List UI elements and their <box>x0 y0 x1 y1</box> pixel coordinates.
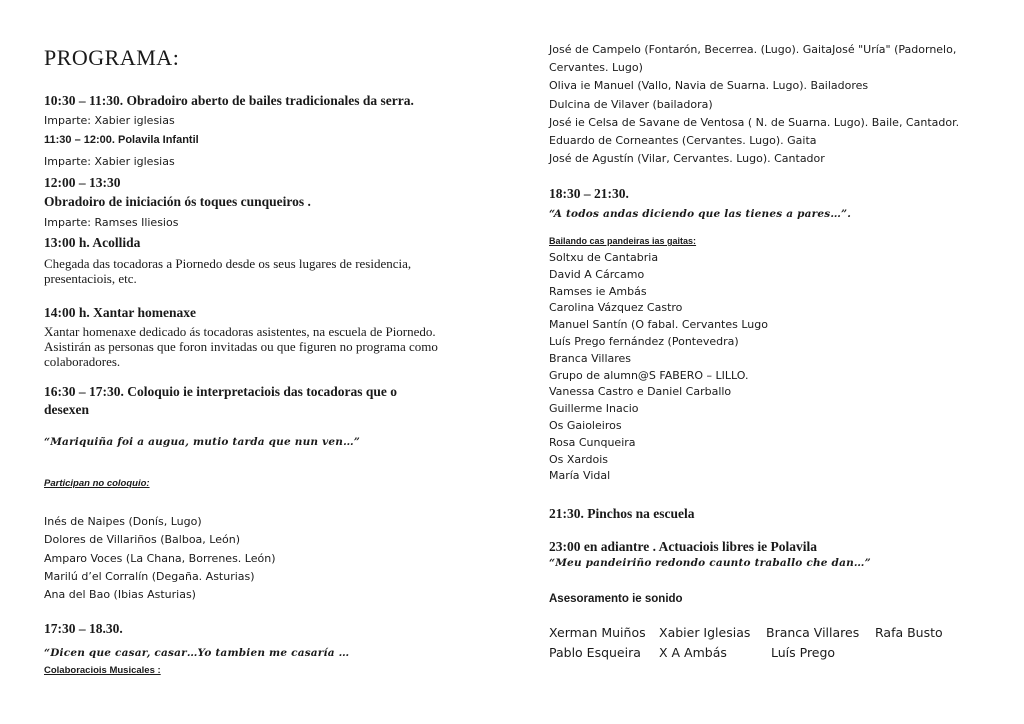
session-8-bailando: Bailando cas pandeiras ias gaitas: <box>549 236 697 246</box>
session-9-time: 21:30. Pinchos na escuela <box>549 506 695 521</box>
sound-name: Rafa Busto <box>875 625 943 640</box>
sound-name: Luís Prego <box>771 645 836 660</box>
list-item: Os Gaioleiros <box>549 419 622 432</box>
session-4-text: Chegada das tocadoras a Piornedo desde os seus lugares de residencia, presentaciois, etc. <box>44 256 412 286</box>
list-item: Carolina Vázquez Castro <box>549 301 683 315</box>
session-6-time: 16:30 – 17:30. Coloquio ie interpretaciois das tocadoras que o desexen <box>44 384 397 417</box>
session-7-colab: Colaboraciois Musicales : <box>44 665 161 676</box>
list-item: Rosa Cunqueira <box>549 435 636 449</box>
session-3-imparte: Imparte: Ramses Iliesios <box>44 216 179 229</box>
list-item: Guillerme Inacio <box>549 402 639 416</box>
session-10-time: 23:00 en adiantre . Actuaciois libres ie Polavila <box>549 539 817 554</box>
list-item: Marilú d’el Corralín (Degaña. Asturias) <box>44 569 255 583</box>
list-item: Cervantes. Lugo) <box>549 61 643 75</box>
list-item: Eduardo de Corneantes (Cervantes. Lugo). Gaita <box>549 134 817 147</box>
list-item: María Vidal <box>549 469 611 483</box>
session-3-time: 12:00 – 13:30 <box>44 175 121 190</box>
list-item: José ie Celsa de Savane de Ventosa ( N. de Suarna. Lugo). Baile, Cantador. <box>549 115 960 129</box>
session-8-quote: “A todos andas diciendo que las tienes a pares…”. <box>549 208 852 220</box>
sound-name: X A Ambás <box>659 645 727 660</box>
session-10-quote: “Meu pandeiriño redondo caunto traballo che dan…” <box>549 557 871 569</box>
list-item: Dolores de Villariños (Balboa, León) <box>44 533 240 547</box>
session-6-quote: “Mariquiña foi a augua, mutio tarda que nun ven…” <box>44 436 361 448</box>
page-title: PROGRAMA: <box>44 45 180 70</box>
session-2-time: 11:30 – 12:00. Polavila Infantil <box>44 134 199 146</box>
sound-name: Branca Villares <box>766 625 860 640</box>
session-4-time: 13:00 h. Acollida <box>44 235 141 250</box>
sound-name: Xabier Iglesias <box>659 625 751 640</box>
list-item: José de Agustín (Vilar, Cervantes. Lugo). Cantador <box>549 152 825 166</box>
session-8-time: 18:30 – 21:30. <box>549 186 629 201</box>
list-item: Vanessa Castro e Daniel Carballo <box>549 385 732 399</box>
session-1-imparte: Imparte: Xabier iglesias <box>44 114 175 127</box>
list-item: David A Cárcamo <box>549 267 645 281</box>
session-5-text: Xantar homenaxe dedicado ás tocadoras asistentes, na escuela de Piornedo. Asistirán as personas que foron invitadas ou que figuren no programa como colaboradores. <box>44 324 438 369</box>
session-5-time: 14:00 h. Xantar homenaxe <box>44 305 197 320</box>
list-item: José de Campelo (Fontarón, Becerrea. (Lugo). GaitaJosé "Uría" (Padornelo, <box>549 43 957 56</box>
list-item: Amparo Voces (La Chana, Borrenes. León) <box>44 551 276 565</box>
session-1-time: 10:30 – 11:30. Obradoiro aberto de bailes tradicionales da serra. <box>44 93 414 108</box>
session-2-imparte: Imparte: Xabier iglesias <box>44 155 175 168</box>
list-item: Oliva ie Manuel (Vallo, Navia de Suarna. Lugo). Bailadores <box>549 79 869 93</box>
list-item: Os Xardois <box>549 452 608 466</box>
list-item: Soltxu de Cantabria <box>549 251 659 264</box>
sound-name: Xerman Muiños <box>549 625 646 640</box>
list-item: Dulcina de Vilaver (bailadora) <box>549 97 713 111</box>
list-item: Ana del Bao (Ibias Asturias) <box>44 588 196 602</box>
list-item: Luís Prego fernández (Pontevedra) <box>549 335 739 348</box>
sound-name: Pablo Esqueira <box>549 645 641 660</box>
sound-title: Asesoramento ie sonido <box>549 593 683 605</box>
session-7-time: 17:30 – 18.30. <box>44 621 123 636</box>
list-item: Manuel Santín (O fabal. Cervantes Lugo <box>549 318 768 332</box>
session-7-quote: “Dicen que casar, casar…Yo tambien me casaría … <box>44 647 350 659</box>
session-3-title: Obradoiro de iniciación ós toques cunqueiros . <box>44 194 311 209</box>
list-item: Branca Villares <box>549 351 632 365</box>
session-6-participan: Participan no coloquio: <box>44 478 150 489</box>
list-item: Inés de Naipes (Donís, Lugo) <box>44 515 202 528</box>
list-item: Ramses ie Ambás <box>549 284 647 298</box>
list-item: Grupo de alumn@S FABERO – LILLO. <box>549 368 749 382</box>
